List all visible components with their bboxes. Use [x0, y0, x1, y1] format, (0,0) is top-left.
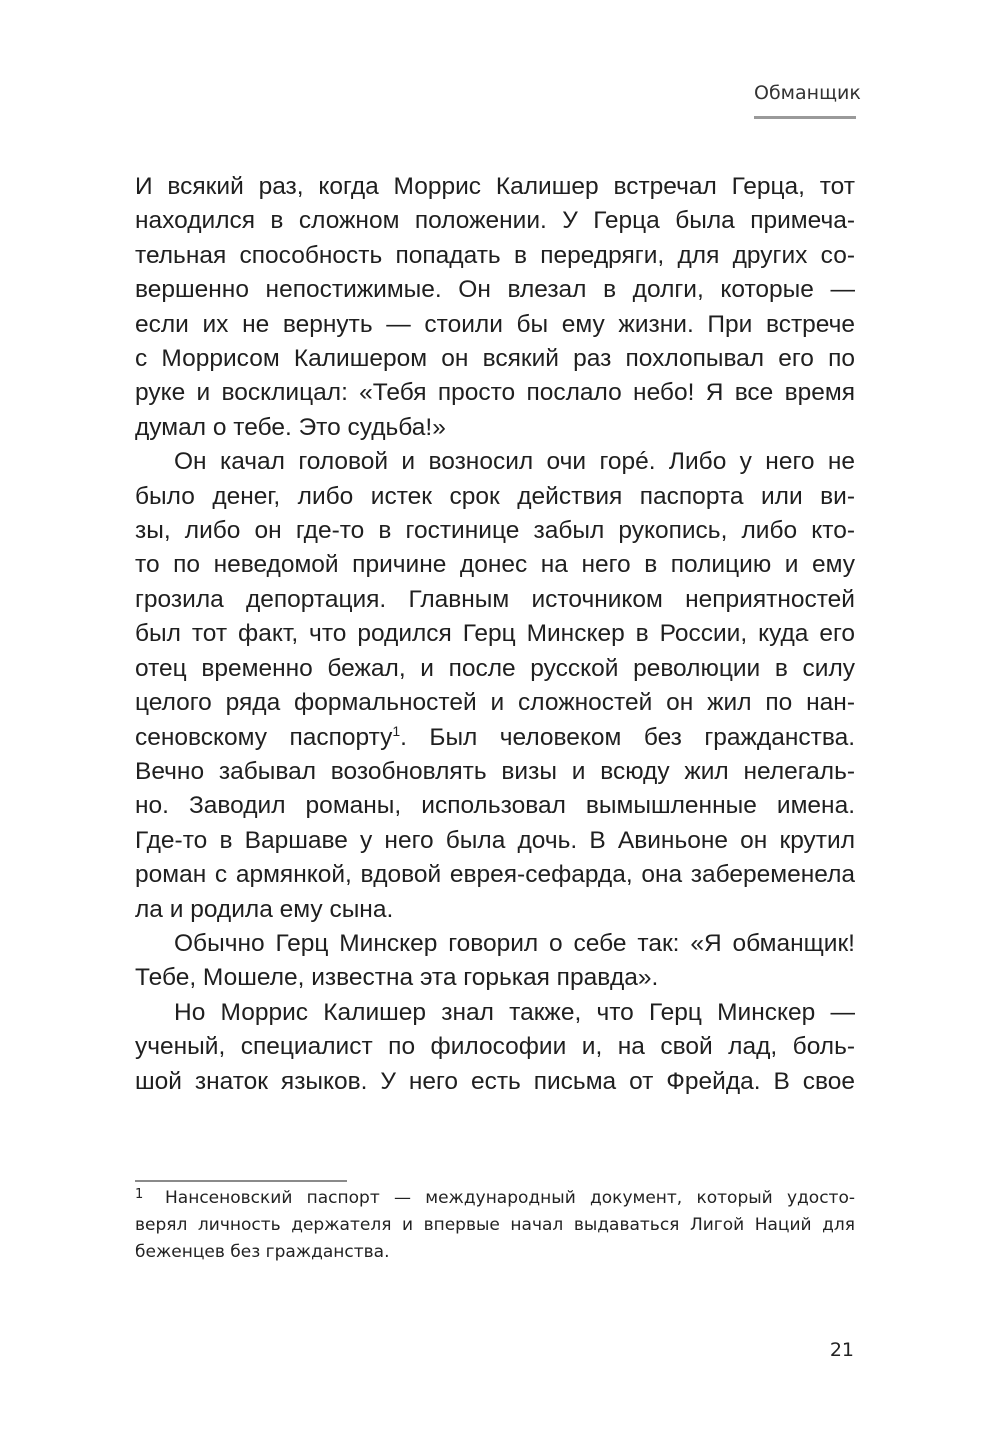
text-line: Вечно забывал возобновлять визы и всюду жил нелегаль- — [135, 757, 855, 785]
text-line: Тебе, Мошеле, известна эта горькая правда». — [135, 964, 659, 992]
footnote-reference: 1 — [392, 722, 401, 739]
text-line-with-footnote — [135, 721, 855, 755]
footnote-number: 1 — [135, 1187, 144, 1202]
text-line: ла и родила ему сына. — [135, 895, 394, 923]
text-line: Где-то в Варшаве у него была дочь. В Авиньоне он крутил — [135, 826, 855, 854]
footnote — [135, 1185, 855, 1266]
text-line: вершенно непостижимые. Он влезал в долги, которые — — [135, 276, 855, 304]
text-line: то по неведомой причине донес на него в полицию и ему — [135, 551, 855, 579]
running-title: Обманщик — [754, 82, 861, 104]
text-line: было денег, либо истек срок действия паспорта или ви- — [135, 482, 855, 510]
text-line: Но Моррис Калишер знал также, что Герц Минскер — — [174, 998, 855, 1026]
text-line: Обычно Герц Минскер говорил о себе так: «Я обманщик! — [174, 929, 855, 957]
text-line-part: сеновскому паспорту — [135, 723, 393, 751]
text-line: думал о тебе. Это судьба!» — [135, 413, 446, 441]
text-line: находился в сложном положении. У Герца была примеча- — [135, 207, 855, 235]
text-line: Он качал головой и возносил очи горé. Либо у него не — [174, 448, 855, 476]
footnote-line: верял личность держателя и впервые начал выдаваться Лигой Наций для — [135, 1215, 855, 1235]
text-line: И всякий раз, когда Моррис Калишер встречал Герца, тот — [135, 173, 855, 200]
text-line: с Моррисом Калишером он всякий раз похлопывал его по — [135, 345, 855, 373]
footnote-rule — [135, 1180, 347, 1182]
body-text — [135, 170, 855, 1099]
text-line: грозила депортация. Главным источником неприятностей — [135, 585, 855, 613]
running-title-rule — [754, 116, 856, 119]
text-line: если их не вернуть — стоили бы ему жизни. При встрече — [135, 310, 855, 338]
text-line: тельная способность попадать в передряги, для других со- — [135, 241, 855, 269]
footnote-line: Нансеновский паспорт — международный документ, который удосто- — [165, 1188, 855, 1208]
text-line-part: . Был человеком без гражданства. — [400, 723, 856, 751]
text-line: целого ряда формальностей и сложностей он жил по нан- — [135, 689, 855, 717]
text-line: шой знаток языков. У него есть письма от Фрейда. В свое — [135, 1067, 855, 1095]
page-number: 21 — [829, 1339, 854, 1361]
footnote-line: беженцев без гражданства. — [135, 1242, 390, 1262]
text-line: роман с армянкой, вдовой еврея-сефарда, она забеременела — [135, 861, 855, 889]
text-line: ученый, специалист по философии и, на свой лад, боль- — [135, 1033, 855, 1061]
text-line: зы, либо он где-то в гостинице забыл рукопись, либо кто- — [135, 517, 855, 545]
text-line: но. Заводил романы, использовал вымышленные имена. — [135, 792, 855, 820]
text-line: руке и восклицал: «Тебя просто послало небо! Я все время — [135, 379, 855, 407]
text-line: был тот факт, что родился Герц Минскер в России, куда его — [135, 620, 855, 648]
text-line: отец временно бежал, и после русской революции в силу — [135, 654, 855, 682]
